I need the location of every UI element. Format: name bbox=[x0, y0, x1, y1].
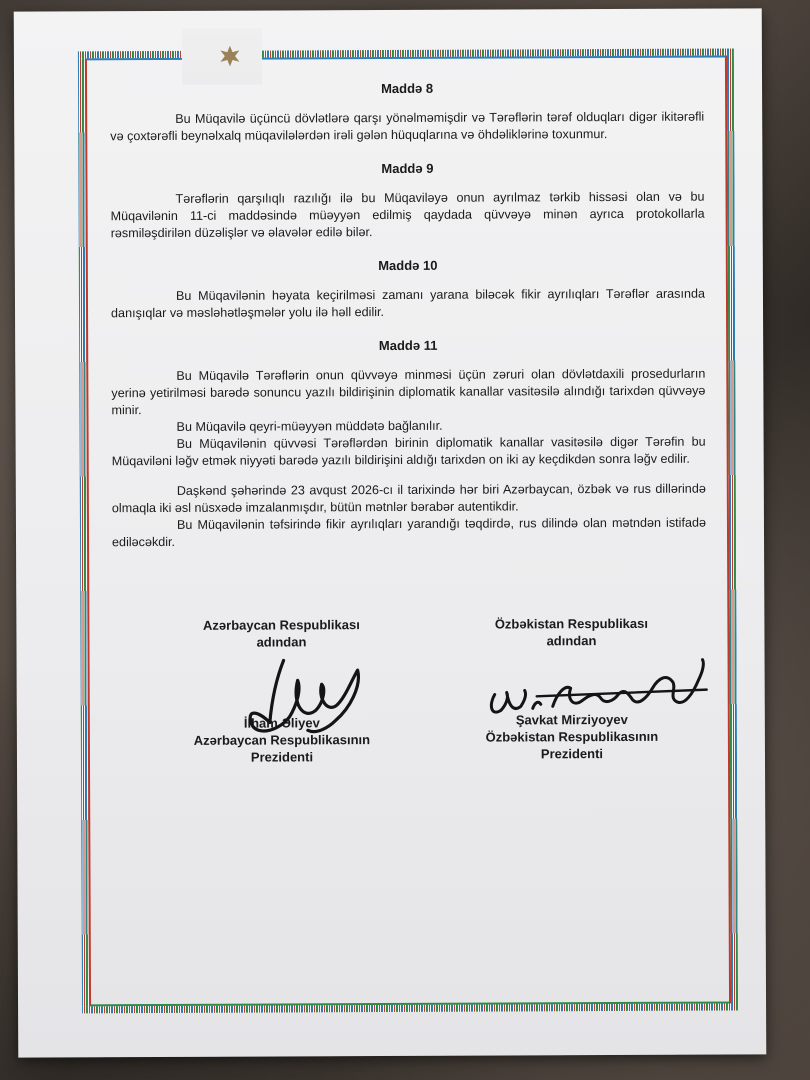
signatory-name: Şavkat Mirziyoyev bbox=[515, 711, 628, 728]
article-11-heading: Maddə 11 bbox=[378, 337, 438, 354]
article-11-paragraph-1: Bu Müqavilə Tərəflərin onun qüvvəyə minməsi üçün zəruri olan dövlətdaxili prosedurların yerinə yetirilməsi barədə sonuncu yazılı bildirişinin diplomatik kanallar vasitəsilə alındığı tarixdən qüvvəyə minir. bbox=[111, 366, 706, 418]
signatory-title: Azərbaycan Respublikasının bbox=[193, 732, 371, 748]
closing-paragraph-1: Daşkənd şəhərində 23 avqust 2026-cı il tarixində hər biri Azərbaycan, özbək və rus dillərində olmaqla iki əsl nüsxədə imzalanmışdır, bütün mətnlər bərabər autentikdir. bbox=[111, 481, 706, 516]
article-11-paragraph-3: Bu Müqavilənin qüvvəsi Tərəflərdən birinin diplomatik kanallar vasitəsilə digər Tərəfin bu Müqaviləni ləğv etmək niyyəti barədə yazılı bildirişini aldığı tarixdən on iki ay keçdikdən sonra ləğv edilir. bbox=[111, 434, 706, 469]
article-8-heading: Maddə 8 bbox=[381, 80, 434, 97]
document-page bbox=[14, 8, 767, 1057]
party-adindan: adından bbox=[256, 634, 307, 650]
document-body bbox=[110, 69, 706, 552]
party-name: Özbəkistan Respublikası bbox=[494, 615, 649, 632]
signature-left-icon bbox=[232, 650, 382, 741]
article-8-paragraph: Bu Müqavilə üçüncü dövlətlərə qarşı yönəlməmişdir və Tərəflərin tərəf olduqları digər ikitərəfli və çoxtərəfli beynəlxalq müqavilələrdən irəli gələn hüquqlarına və öhdəliklərinə toxunmur. bbox=[110, 109, 705, 144]
article-11-paragraph-2: Bu Müqavilə qeyri-müəyyən müddətə bağlanılır. bbox=[176, 418, 443, 434]
signatory-title-2: Prezidenti bbox=[250, 749, 314, 765]
signatory-title-2: Prezidenti bbox=[540, 746, 604, 762]
signatory-title: Özbəkistan Respublikasının bbox=[485, 728, 659, 745]
article-10-paragraph: Bu Müqavilənin həyata keçirilməsi zamanı yarana biləcək fikir ayrılıqları Tərəflər arasında danışıqlar və məsləhətləşmələr yolu ilə həll edilir. bbox=[111, 286, 705, 321]
article-9-heading: Maddə 9 bbox=[381, 160, 434, 177]
article-10-heading: Maddə 10 bbox=[378, 257, 438, 274]
closing-paragraph-2: Bu Müqavilənin təfsirində fikir ayrılıqları yarandığı təqdirdə, rus dilində olan mətndən istifadə ediləcəkdir. bbox=[112, 515, 706, 550]
signature-right-icon bbox=[477, 654, 712, 735]
article-9-paragraph: Tərəflərin qarşılıqlı razılığı ilə bu Müqaviləyə onun ayrılmaz tərkib hissəsi olan və bu Müqavilənin 11-ci maddəsində müəyyən edilmiş qaydada qüvvəyə minən ayrıca protokollarla rəsmiləşdirilən düzəlişlər və əlavələr edilə bilər. bbox=[110, 189, 705, 241]
signatory-name: İlham Əliyev bbox=[243, 715, 320, 731]
party-name: Azərbaycan Respublikası bbox=[202, 617, 360, 633]
party-adindan: adından bbox=[546, 633, 597, 649]
